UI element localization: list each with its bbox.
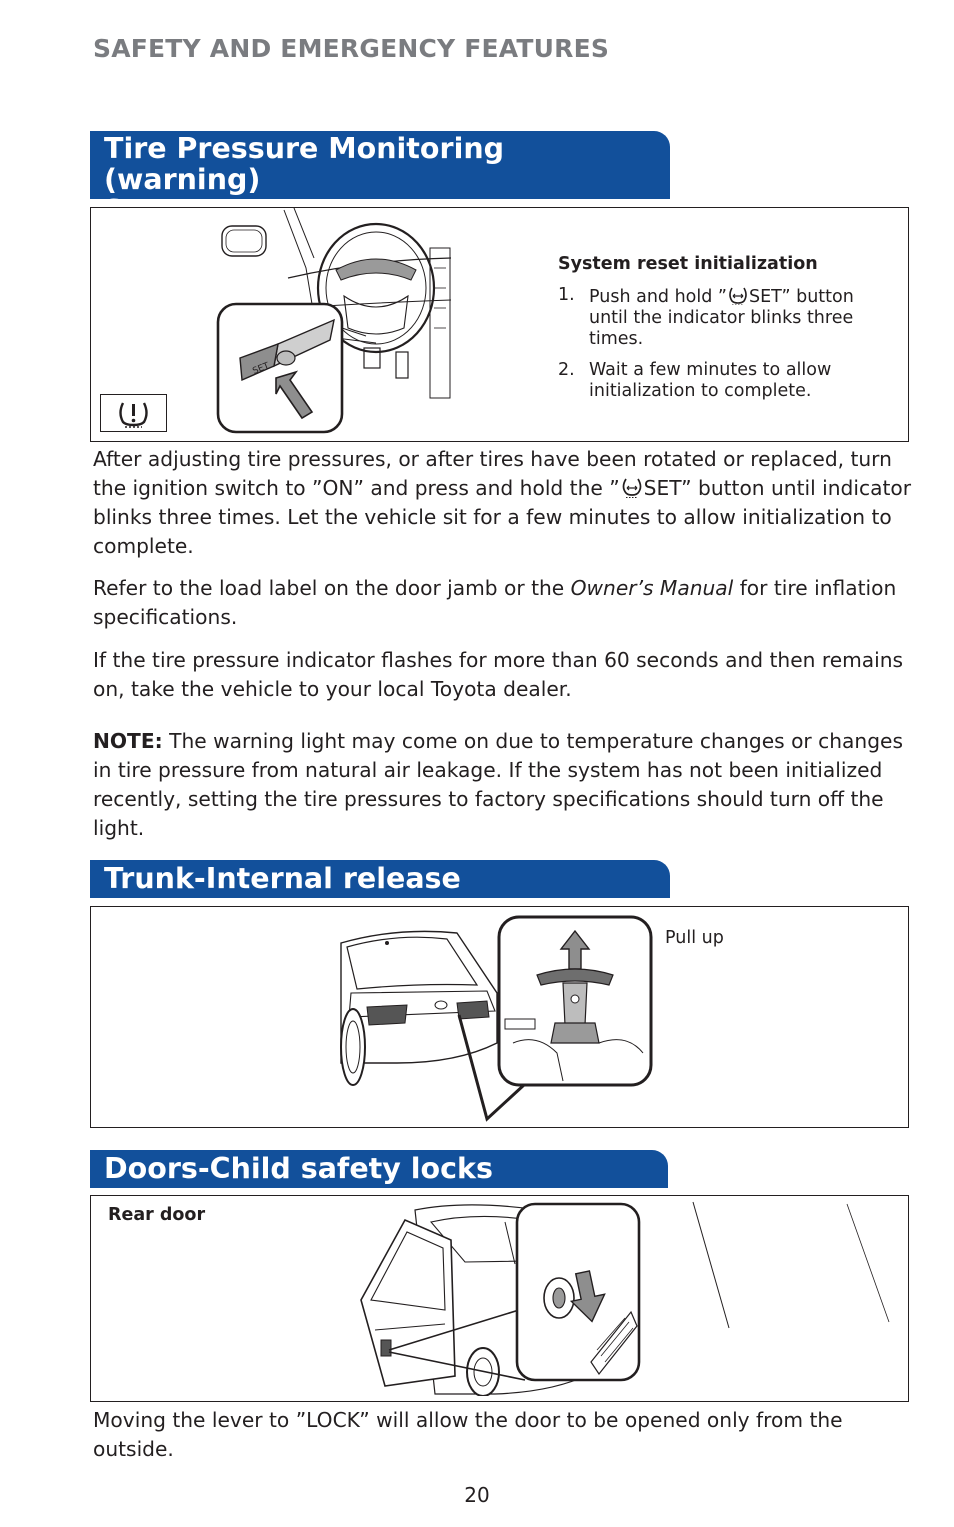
tpms-paragraph-2 <box>93 574 918 632</box>
reset-step-1-text-before: Push and hold ” <box>589 287 727 307</box>
rear-door-label: Rear door <box>108 1205 206 1225</box>
reset-step-2-num: 2. <box>558 360 575 380</box>
reset-step-1-text-after: SET” button until the indicator blinks three times. <box>589 287 854 349</box>
note-text: The warning light may come on due to temperature changes or changes in tire pressure from natural air leakage. If the system has not been initialized recently, setting the tire pressures to factory specifications should turn off the light. <box>93 729 903 840</box>
page-number: 20 <box>464 1483 490 1507</box>
note-label: NOTE: <box>93 729 163 753</box>
section-title-doors: Doors-Child safety locks <box>90 1150 668 1188</box>
tpms-paragraph-2-after: for tire inflation specifications. <box>93 576 897 629</box>
dashboard-illustration <box>216 208 456 438</box>
tpms-figure-box <box>90 207 909 442</box>
doors-figure-box <box>90 1195 909 1402</box>
owners-manual-reference: Owner’s Manual <box>570 576 734 600</box>
tpms-paragraph-1 <box>93 445 918 561</box>
section-title-tpms-line1: Tire Pressure Monitoring (warning) <box>104 132 505 196</box>
tpms-paragraph-1-after: SET” button until indicator blinks three times. Let the vehicle sit for a few minutes to allow initialization to complete. <box>93 476 912 558</box>
reset-step-2-text: Wait a few minutes to allow initialization to complete. <box>589 360 832 401</box>
tpms-paragraph-1-before: After adjusting tire pressures, or after tires have been rotated or replaced, turn the ignition switch to ”ON” and press and hold the ” <box>93 447 892 500</box>
tpms-set-icon <box>727 285 749 305</box>
tpms-note <box>93 727 918 843</box>
tpms-indicator-box <box>100 394 167 432</box>
reset-instructions <box>558 254 898 412</box>
section-title-trunk: Trunk-Internal release <box>90 860 670 898</box>
chapter-title: SAFETY AND EMERGENCY FEATURES <box>93 34 610 63</box>
section-title-tpms <box>90 131 670 199</box>
reset-step-2 <box>558 360 898 402</box>
reset-steps <box>558 285 898 402</box>
reset-heading: System reset initialization <box>558 254 818 274</box>
reset-step-1-num: 1. <box>558 285 575 305</box>
doors-paragraph: Moving the lever to ”LOCK” will allow the door to be opened only from the outside. <box>93 1408 843 1461</box>
pull-up-label: Pull up <box>665 928 724 948</box>
set-button-label: SET <box>251 361 271 377</box>
door-edge-lines <box>691 1200 731 1330</box>
reset-step-1 <box>558 285 898 350</box>
tpms-paragraph-2-before: Refer to the load label on the door jamb or the <box>93 576 571 600</box>
tpms-paragraph-3: If the tire pressure indicator flashes for more than 60 seconds and then remains on, take the vehicle to your local Toyota dealer. <box>93 648 904 701</box>
trunk-figure-box <box>90 906 909 1128</box>
tpms-set-icon-inline <box>620 476 644 498</box>
trunk-illustration <box>337 913 655 1125</box>
tpms-warning-icon <box>101 395 166 431</box>
